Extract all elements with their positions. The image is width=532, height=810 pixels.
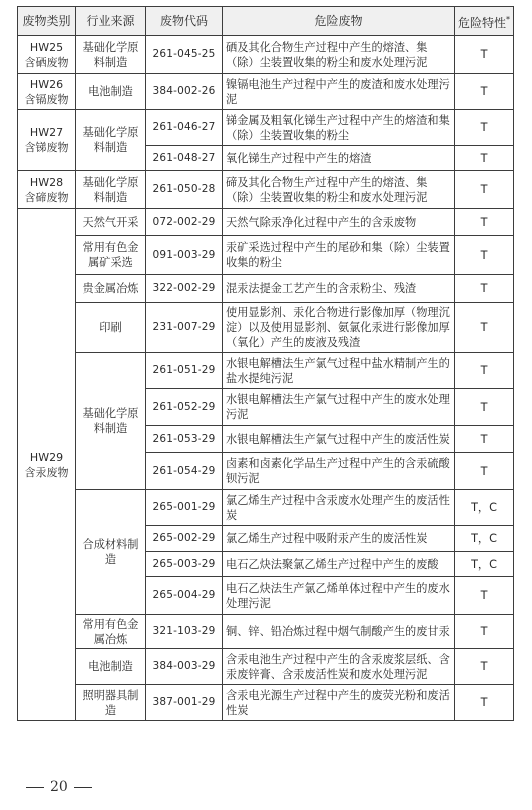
- waste-code-cell: 261-054-29: [146, 453, 223, 490]
- hazard-property-cell: T: [455, 110, 514, 146]
- table-row: [18, 275, 514, 303]
- table-row: [18, 74, 514, 110]
- header-hazard-property-label: 危险特性: [458, 15, 507, 30]
- waste-description-cell: 镍镉电池生产过程中产生的废渣和废水处理污泥: [223, 74, 455, 110]
- industry-source-cell: 基础化学原料制造: [76, 171, 146, 209]
- footer-dash-left: [26, 787, 44, 788]
- waste-code-cell: 322-002-29: [146, 275, 223, 303]
- waste-code-cell: 261-045-25: [146, 36, 223, 74]
- hazard-property-cell: T: [455, 577, 514, 615]
- table-row: [18, 171, 514, 209]
- hazard-property-cell: T: [455, 303, 514, 353]
- industry-source-cell: 电池制造: [76, 74, 146, 110]
- waste-category-line: HW28: [29, 175, 64, 189]
- industry-source-cell: 合成材料制造: [76, 490, 146, 615]
- hazard-property-cell: T: [455, 615, 514, 649]
- waste-code-cell: 321-103-29: [146, 615, 223, 649]
- waste-description-cell: 锑金属及粗氧化锑生产过程中产生的熔渣和集（除）尘装置收集的粉尘: [223, 110, 455, 146]
- waste-description-cell: 碲及其化合物生产过程中产生的熔渣、集（除）尘装置收集的粉尘和废水处理污泥: [223, 171, 455, 209]
- waste-description-cell: 含汞电光源生产过程中产生的废荧光粉和废活性炭: [223, 685, 455, 721]
- waste-category-line: HW26: [29, 77, 64, 91]
- waste-description-cell: 卤素和卤素化学品生产过程中产生的含汞硫酸钡污泥: [223, 453, 455, 490]
- waste-category-cell: [18, 74, 76, 110]
- table-row: [18, 649, 514, 685]
- hazard-property-cell: T: [455, 685, 514, 721]
- waste-category-line: HW29: [29, 450, 64, 464]
- waste-code-cell: 261-051-29: [146, 353, 223, 389]
- waste-description-cell: 氧化锑生产过程中产生的熔渣: [223, 146, 455, 171]
- industry-source-cell: 贵金属冶炼: [76, 275, 146, 303]
- industry-source-cell: 基础化学原料制造: [76, 353, 146, 490]
- waste-code-cell: 231-007-29: [146, 303, 223, 353]
- hazard-property-cell: T，C: [455, 490, 514, 526]
- table-row: [18, 685, 514, 721]
- table-row: [18, 303, 514, 353]
- hazard-property-cell: T: [455, 171, 514, 209]
- table-row: [18, 353, 514, 389]
- waste-description-cell: 氯乙烯生产过程中含汞废水处理产生的废活性炭: [223, 490, 455, 526]
- table-row: [18, 209, 514, 236]
- industry-source-cell: 基础化学原料制造: [76, 110, 146, 171]
- industry-source-cell: 基础化学原料制造: [76, 36, 146, 74]
- header-hazardous-waste: 危险废物: [223, 7, 455, 36]
- industry-source-cell: 电池制造: [76, 649, 146, 685]
- waste-category-line: 含汞废物: [24, 465, 69, 479]
- table-body: [18, 36, 514, 721]
- waste-description-cell: 水银电解槽法生产氯气过程中产生的废活性炭: [223, 426, 455, 453]
- footer-dash-right: [74, 787, 92, 788]
- waste-category-cell: [18, 209, 76, 721]
- hazard-property-cell: T: [455, 353, 514, 389]
- industry-source-cell: 印刷: [76, 303, 146, 353]
- waste-code-cell: 261-048-27: [146, 146, 223, 171]
- waste-category-cell: [18, 36, 76, 74]
- table-row: [18, 490, 514, 526]
- table-row: [18, 615, 514, 649]
- page-number: 20: [50, 779, 68, 795]
- waste-code-cell: 265-001-29: [146, 490, 223, 526]
- waste-description-cell: 水银电解槽法生产氯气过程中盐水精制产生的盐水提纯污泥: [223, 353, 455, 389]
- hazard-property-cell: T: [455, 36, 514, 74]
- header-waste-code: 废物代码: [146, 7, 223, 36]
- waste-category-line: HW27: [29, 126, 64, 139]
- industry-source-cell: 常用有色金属冶炼: [76, 615, 146, 649]
- waste-category-cell: [18, 110, 76, 171]
- table-header-row: [18, 7, 514, 36]
- waste-code-cell: 091-003-29: [146, 236, 223, 275]
- waste-code-cell: 072-002-29: [146, 209, 223, 236]
- waste-category-line: 含锑废物: [24, 141, 69, 154]
- waste-code-cell: 384-003-29: [146, 649, 223, 685]
- hazard-property-cell: T，C: [455, 552, 514, 577]
- table-row: [18, 110, 514, 146]
- waste-category-cell: [18, 171, 76, 209]
- hazard-property-cell: T: [455, 453, 514, 490]
- hazard-property-cell: T: [455, 649, 514, 685]
- waste-description-cell: 水银电解槽法生产氯气过程中产生的废水处理污泥: [223, 389, 455, 426]
- hazard-property-cell: T: [455, 209, 514, 236]
- industry-source-cell: 常用有色金属矿采选: [76, 236, 146, 275]
- table-row: [18, 236, 514, 275]
- header-hazard-property: [455, 7, 514, 36]
- industry-source-cell: 照明器具制造: [76, 685, 146, 721]
- waste-code-cell: 265-003-29: [146, 552, 223, 577]
- header-footnote-mark: *: [506, 14, 511, 24]
- waste-code-cell: 261-052-29: [146, 389, 223, 426]
- waste-description-cell: 硒及其化合物生产过程中产生的熔渣、集（除）尘装置收集的粉尘和废水处理污泥: [223, 36, 455, 74]
- hazard-property-cell: T，C: [455, 526, 514, 552]
- waste-description-cell: 氯乙烯生产过程中吸附汞产生的废活性炭: [223, 526, 455, 552]
- waste-description-cell: 使用显影剂、汞化合物进行影像加厚（物理沉淀）以及使用显影剂、氨氯化汞进行影像加厚（氧化）产生的废液及残渣: [223, 303, 455, 353]
- page-footer: [20, 779, 98, 795]
- waste-category-line: 含碲废物: [24, 190, 69, 204]
- hazard-property-cell: T: [455, 389, 514, 426]
- hazard-property-cell: T: [455, 426, 514, 453]
- waste-code-cell: 261-050-28: [146, 171, 223, 209]
- header-industry-source: 行业来源: [76, 7, 146, 36]
- waste-description-cell: 汞矿采选过程中产生的尾砂和集（除）尘装置收集的粉尘: [223, 236, 455, 275]
- hazard-property-cell: T: [455, 146, 514, 171]
- table-row: [18, 36, 514, 74]
- industry-source-cell: 天然气开采: [76, 209, 146, 236]
- waste-code-cell: 261-053-29: [146, 426, 223, 453]
- waste-code-cell: 384-002-26: [146, 74, 223, 110]
- waste-description-cell: 电石乙炔法生产氯乙烯单体过程中产生的废水处理污泥: [223, 577, 455, 615]
- waste-code-cell: 265-002-29: [146, 526, 223, 552]
- waste-category-line: 含镉废物: [24, 92, 69, 106]
- waste-code-cell: 265-004-29: [146, 577, 223, 615]
- hazard-property-cell: T: [455, 275, 514, 303]
- hazardous-waste-table: [17, 6, 514, 721]
- waste-description-cell: 电石乙炔法聚氯乙烯生产过程中产生的废酸: [223, 552, 455, 577]
- hazard-property-cell: T: [455, 236, 514, 275]
- waste-code-cell: 261-046-27: [146, 110, 223, 146]
- waste-description-cell: 混汞法提金工艺产生的含汞粉尘、残渣: [223, 275, 455, 303]
- waste-category-line: HW25: [29, 40, 64, 54]
- waste-description-cell: 含汞电池生产过程中产生的含汞废浆层纸、含汞废锌膏、含汞废活性炭和废水处理污泥: [223, 649, 455, 685]
- waste-code-cell: 387-001-29: [146, 685, 223, 721]
- waste-description-cell: 铜、锌、铅冶炼过程中烟气制酸产生的废甘汞: [223, 615, 455, 649]
- waste-description-cell: 天然气除汞净化过程中产生的含汞废物: [223, 209, 455, 236]
- hazard-property-cell: T: [455, 74, 514, 110]
- waste-category-line: 含硒废物: [24, 55, 69, 69]
- header-category: 废物类别: [18, 7, 76, 36]
